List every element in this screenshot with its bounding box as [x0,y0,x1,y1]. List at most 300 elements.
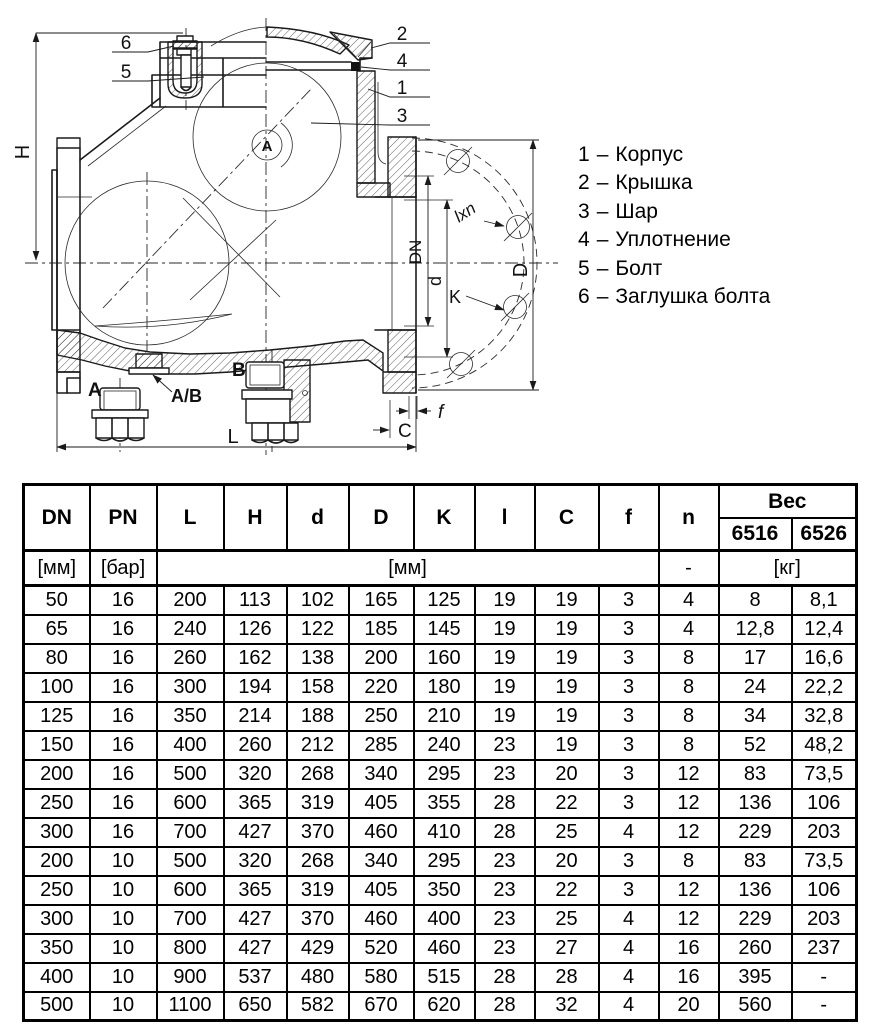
table-cell: 80 [24,644,90,673]
unit-kg: [кг] [719,551,857,586]
table-cell: 12 [659,876,719,905]
table-cell: 20 [535,760,599,789]
unit-pn: [бар] [90,551,157,586]
dimension-f [396,396,445,423]
table-row [24,905,857,934]
dimension-K [449,287,504,310]
table-cell: 500 [24,992,90,1021]
table-cell: 52 [719,731,792,760]
table-cell: 405 [349,876,414,905]
table-cell: 620 [414,992,475,1021]
table-cell: 20 [659,992,719,1021]
table-cell: 405 [349,789,414,818]
legend-item [578,255,770,283]
legend-dash: – [596,285,609,309]
table-cell: 365 [224,876,287,905]
table-cell: 395 [719,963,792,992]
table-cell: 260 [719,934,792,963]
dimension-DN [404,176,434,326]
table-cell: 10 [90,905,157,934]
unit-dn: [мм] [24,551,90,586]
table-cell: 23 [475,905,535,934]
table-cell: 4 [599,934,659,963]
table-cell: 3 [599,731,659,760]
svg-text:5: 5 [120,62,132,83]
seal-section [351,62,360,71]
table-cell: 32,8 [792,702,857,731]
table-cell: 180 [414,673,475,702]
legend-item [578,226,770,254]
table-cell: 19 [535,615,599,644]
table-cell: 480 [287,963,349,992]
table-cell: 220 [349,673,414,702]
table-cell: 10 [90,876,157,905]
table-cell: 537 [224,963,287,992]
table-cell: 900 [157,963,224,992]
table-cell: 3 [599,615,659,644]
table-cell: 340 [349,760,414,789]
col-header-dn: DN [24,485,90,551]
table-cell: 10 [90,992,157,1021]
legend-num: 5 [578,256,590,280]
table-cell: 320 [224,847,287,876]
table-cell: 580 [349,963,414,992]
ball-upper-position [193,63,341,211]
table-cell: 250 [24,876,90,905]
svg-text:2: 2 [396,24,408,45]
seat-ring [95,314,232,327]
table-cell: 19 [535,731,599,760]
table-cell: 650 [224,992,287,1021]
table-cell: 400 [414,905,475,934]
table-cell: 138 [287,644,349,673]
table-cell: 200 [24,760,90,789]
table-cell: 370 [287,905,349,934]
table-cell: 560 [719,992,792,1021]
svg-text:4: 4 [396,51,408,72]
table-cell: 19 [535,702,599,731]
table-cell: 260 [224,731,287,760]
table-cell: 28 [475,789,535,818]
table-cell: 19 [475,673,535,702]
table-cell: 32 [535,992,599,1021]
col-header-f: f [599,485,659,551]
table-cell: 320 [224,760,287,789]
table-cell: 19 [475,702,535,731]
callout-2 [371,24,430,48]
legend-dash: – [596,199,609,223]
col-header-d-big: D [349,485,414,551]
table-cell: 410 [414,818,475,847]
table-cell: 28 [535,963,599,992]
inlet-flange [57,138,80,148]
col-header-hole: l [475,485,535,551]
table-row [24,876,857,905]
table-cell: 106 [792,789,857,818]
table-row [24,586,857,615]
table-cell: 19 [475,586,535,615]
table-cell: 22,2 [792,673,857,702]
table-cell: 203 [792,905,857,934]
body-wall-section [357,71,375,183]
table-cell: 23 [475,847,535,876]
svg-text:H: H [12,144,34,160]
legend-num: 6 [578,285,590,309]
table-cell: 4 [599,818,659,847]
table-cell: 520 [349,934,414,963]
table-cell: 12,4 [792,615,857,644]
table-row [24,760,857,789]
table-cell: 136 [719,876,792,905]
outlet-flange-lower [388,330,416,372]
table-cell: 268 [287,847,349,876]
table-cell: 3 [599,847,659,876]
table-cell: 23 [475,876,535,905]
table-cell: - [792,992,857,1021]
legend-dash: – [596,228,609,252]
col-header-l: L [157,485,224,551]
logo-mark: А [261,138,273,155]
col-header-pn: PN [90,485,157,551]
table-cell: 285 [349,731,414,760]
table-cell: 16 [90,731,157,760]
legend-item [578,198,770,226]
svg-text:DN: DN [406,239,425,265]
table-row [24,789,857,818]
col-header-weight: Вес [719,485,857,519]
table-cell: 3 [599,760,659,789]
table-cell: 12 [659,905,719,934]
dimension-C [373,400,412,442]
col-header-k: K [414,485,475,551]
table-cell: 203 [792,818,857,847]
svg-text:K: K [448,287,462,307]
svg-text:C: C [398,421,412,442]
table-cell: 210 [414,702,475,731]
table-cell: 122 [287,615,349,644]
col-header-model-6516: 6516 [719,518,792,551]
legend-item [578,283,770,311]
table-cell: 515 [414,963,475,992]
table-cell: 19 [535,644,599,673]
callout-6 [112,33,174,54]
table-cell: 600 [157,789,224,818]
table-cell: 300 [24,905,90,934]
table-cell: 200 [349,644,414,673]
table-cell: 12 [659,789,719,818]
port-label-A: A [88,380,102,401]
legend-item [578,141,770,169]
table-cell: 158 [287,673,349,702]
table-cell: 12 [659,760,719,789]
table-cell: 250 [24,789,90,818]
table-cell: 8 [659,644,719,673]
unit-n: - [659,551,719,586]
table-cell: 268 [287,760,349,789]
table-cell: 4 [659,615,719,644]
plug-B [242,360,310,443]
table-cell: 229 [719,905,792,934]
port-label-AB [153,375,202,406]
svg-text:6: 6 [120,33,132,54]
table-cell: 23 [475,934,535,963]
table-cell: 188 [287,702,349,731]
table-row [24,731,857,760]
table-cell: 12 [659,818,719,847]
table-cell: 73,5 [792,760,857,789]
table-cell: 3 [599,586,659,615]
table-cell: 400 [157,731,224,760]
table-cell: 19 [475,644,535,673]
table-cell: 125 [414,586,475,615]
table-cell: 73,5 [792,847,857,876]
table-cell: 16 [90,673,157,702]
table-row [24,847,857,876]
legend-part-name: Болт [615,256,663,280]
table-cell: 200 [157,586,224,615]
table-cell: 355 [414,789,475,818]
table-row [24,963,857,992]
table-cell: 3 [599,702,659,731]
table-cell: 8 [659,673,719,702]
table-cell: 50 [24,586,90,615]
table-cell: 670 [349,992,414,1021]
table-cell: 8 [659,702,719,731]
table-cell: 350 [24,934,90,963]
table-cell: 229 [719,818,792,847]
table-cell: 16 [90,644,157,673]
table-cell: 295 [414,847,475,876]
table-row [24,934,857,963]
table-cell: 10 [90,963,157,992]
table-cell: 8,1 [792,586,857,615]
table-cell: 237 [792,934,857,963]
table-cell: 19 [535,673,599,702]
table-cell: 365 [224,789,287,818]
table-cell: 65 [24,615,90,644]
table-row [24,615,857,644]
table-cell: 102 [287,586,349,615]
table-cell: 212 [287,731,349,760]
table-cell: 460 [414,934,475,963]
table-cell: 145 [414,615,475,644]
table-cell: 19 [475,615,535,644]
table-cell: 185 [349,615,414,644]
dimension-lxn [451,199,504,227]
legend-part-name: Крышка [615,171,693,195]
table-cell: 3 [599,876,659,905]
table-row [24,644,857,673]
table-cell: 125 [24,702,90,731]
table-cell: 16 [90,789,157,818]
svg-text:f: f [438,402,444,423]
table-cell: 500 [157,847,224,876]
col-header-c: C [535,485,599,551]
table-cell: 25 [535,905,599,934]
table-row [24,992,857,1021]
table-cell: 113 [224,586,287,615]
bolt-hole [504,213,532,241]
dimension-table-body [24,586,857,1021]
legend-num: 2 [578,171,590,195]
col-header-model-6526: 6526 [792,518,857,551]
table-cell: 10 [90,934,157,963]
table-cell: 16 [90,760,157,789]
table-cell: 48,2 [792,731,857,760]
table-cell: 214 [224,702,287,731]
legend-part-name: Заглушка болта [615,285,771,309]
table-cell: 200 [24,847,90,876]
legend-item [578,169,770,197]
table-cell: 126 [224,615,287,644]
table-cell: 582 [287,992,349,1021]
table-cell: 100 [24,673,90,702]
legend-dash: – [596,256,609,280]
svg-text:A/B: A/B [171,386,202,406]
legend-part-name: Уплотнение [615,228,731,252]
table-cell: 350 [157,702,224,731]
table-row [24,673,857,702]
sectioned-body-parts [57,27,416,393]
table-cell: 4 [599,992,659,1021]
legend-num: 4 [578,228,590,252]
table-cell: 300 [24,818,90,847]
drain-boss [136,354,162,368]
svg-text:3: 3 [396,106,408,127]
table-cell: 340 [349,847,414,876]
table-cell: 165 [349,586,414,615]
table-cell: 300 [157,673,224,702]
table-cell: 20 [535,847,599,876]
bottom-shell-section [57,330,383,374]
legend-num: 1 [578,143,590,166]
table-cell: 16 [90,615,157,644]
table-cell: 24 [719,673,792,702]
table-cell: 700 [157,818,224,847]
table-cell: 260 [157,644,224,673]
table-cell: 16,6 [792,644,857,673]
table-cell: 8 [719,586,792,615]
table-cell: 19 [535,586,599,615]
table-row [24,702,857,731]
table-cell: 4 [599,963,659,992]
table-cell: 16 [90,586,157,615]
table-cell: 600 [157,876,224,905]
table-cell: 427 [224,934,287,963]
legend-part-name: Корпус [615,143,684,166]
svg-text:D: D [510,262,532,278]
table-cell: 22 [535,789,599,818]
interior-geometry [65,63,341,345]
units-row [24,551,857,586]
table-cell: - [792,963,857,992]
table-cell: 106 [792,876,857,905]
table-cell: 16 [90,702,157,731]
table-cell: 194 [224,673,287,702]
table-cell: 160 [414,644,475,673]
table-cell: 370 [287,818,349,847]
svg-text:lxn: lxn [450,198,480,227]
table-cell: 10 [90,847,157,876]
table-cell: 23 [475,760,535,789]
table-cell: 83 [719,760,792,789]
table-cell: 17 [719,644,792,673]
table-cell: 162 [224,644,287,673]
col-header-n: n [659,485,719,551]
unit-mm: [мм] [157,551,659,586]
table-cell: 700 [157,905,224,934]
table-cell: 136 [719,789,792,818]
legend-part-name: Шар [615,199,658,223]
table-cell: 4 [599,905,659,934]
svg-text:d: d [425,275,445,287]
bolt-hole [444,147,472,175]
dimension-table [22,483,858,1022]
table-cell: 3 [599,644,659,673]
table-cell: 400 [24,963,90,992]
table-cell: 350 [414,876,475,905]
table-cell: 25 [535,818,599,847]
table-cell: 34 [719,702,792,731]
table-cell: 4 [659,586,719,615]
table-cell: 240 [414,731,475,760]
callout-1 [368,78,430,99]
table-cell: 8 [659,847,719,876]
dimension-D [418,140,539,390]
table-cell: 427 [224,818,287,847]
col-header-d-small: d [287,485,349,551]
table-cell: 319 [287,876,349,905]
table-row [24,818,857,847]
table-cell: 23 [475,731,535,760]
parts-legend [578,141,770,311]
svg-text:1: 1 [396,78,408,99]
table-cell: 1100 [157,992,224,1021]
table-cell: 500 [157,760,224,789]
table-cell: 240 [157,615,224,644]
table-cell: 429 [287,934,349,963]
table-cell: 22 [535,876,599,905]
outlet-flange-upper [388,137,416,197]
table-cell: 27 [535,934,599,963]
table-cell: 460 [349,818,414,847]
table-cell: 319 [287,789,349,818]
table-cell: 28 [475,818,535,847]
table-cell: 800 [157,934,224,963]
table-cell: 460 [349,905,414,934]
table-cell: 28 [475,992,535,1021]
table-cell: 16 [90,818,157,847]
table-cell: 16 [659,963,719,992]
col-header-h: H [224,485,287,551]
port-label-B: B [232,360,246,381]
table-cell: 150 [24,731,90,760]
table-cell: 250 [349,702,414,731]
table-cell: 3 [599,789,659,818]
table-cell: 295 [414,760,475,789]
cover-dome-section [267,27,349,54]
legend-dash: – [596,143,609,166]
legend-dash: – [596,171,609,195]
table-cell: 12,8 [719,615,792,644]
table-cell: 16 [659,934,719,963]
table-cell: 83 [719,847,792,876]
svg-text:L: L [227,426,239,448]
legend-num: 3 [578,199,590,223]
table-cell: 28 [475,963,535,992]
table-cell: 3 [599,673,659,702]
table-cell: 427 [224,905,287,934]
